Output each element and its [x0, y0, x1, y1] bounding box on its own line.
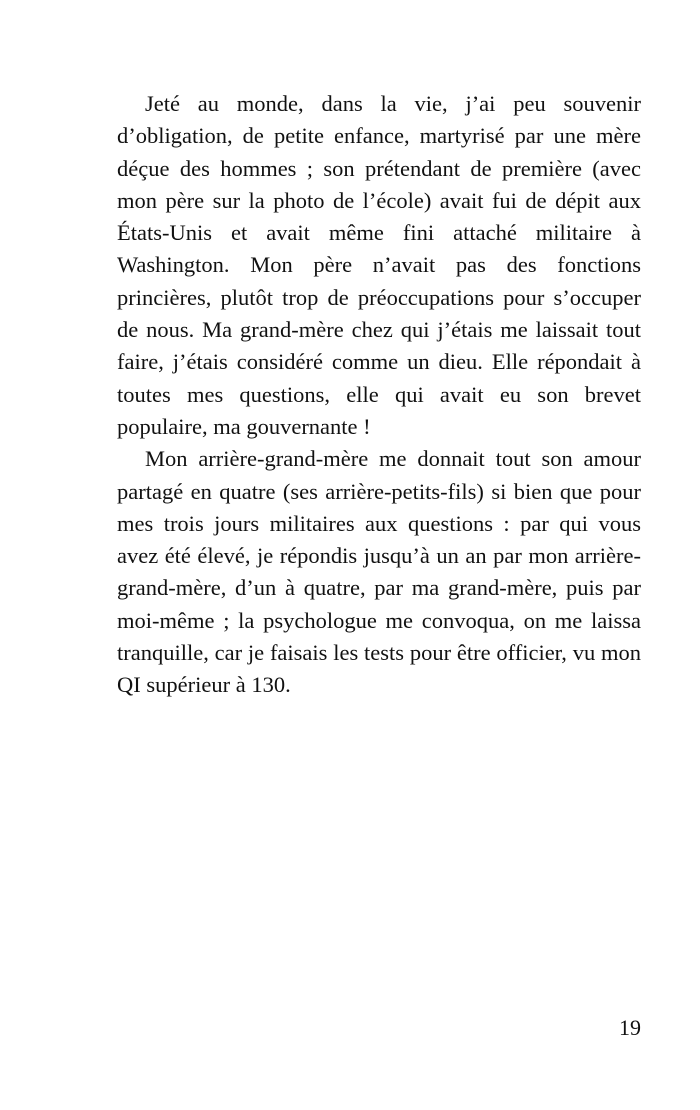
page-body-text — [117, 88, 641, 702]
page-number: 19 — [619, 1015, 641, 1040]
paragraph-2: Mon arrière-grand-mère me donnait tout son amour partagé en quatre (ses arrière-petits-fils) si bien que pour mes trois jours militaires aux questions : par qui vous avez été élevé, je répondis jusqu’à un an par mon arrière-grand-mère, d’un à quatre, par ma grand-mère, puis par moi-même ; la psychologue me convoqua, on me laissa tranquille, car je faisais les tests pour être officier, vu mon QI supérieur à 130. — [117, 446, 641, 698]
paragraph-1: Jeté au monde, dans la vie, j’ai peu souvenir d’obligation, de petite enfance, martyrisé par une mère déçue des hommes ; son prétendant de première (avec mon père sur la photo de l’école) avait fui de dépit aux États-Unis et avait même fini attaché militaire à Washington. Mon père n’avait pas des fonctions princières, plutôt trop de préoccupations pour s’occuper de nous. Ma grand-mère chez qui j’étais me laissait tout faire, j’étais considéré comme un dieu. Elle répondait à toutes mes questions, elle qui avait eu son brevet populaire, ma gouvernante ! — [117, 91, 641, 439]
